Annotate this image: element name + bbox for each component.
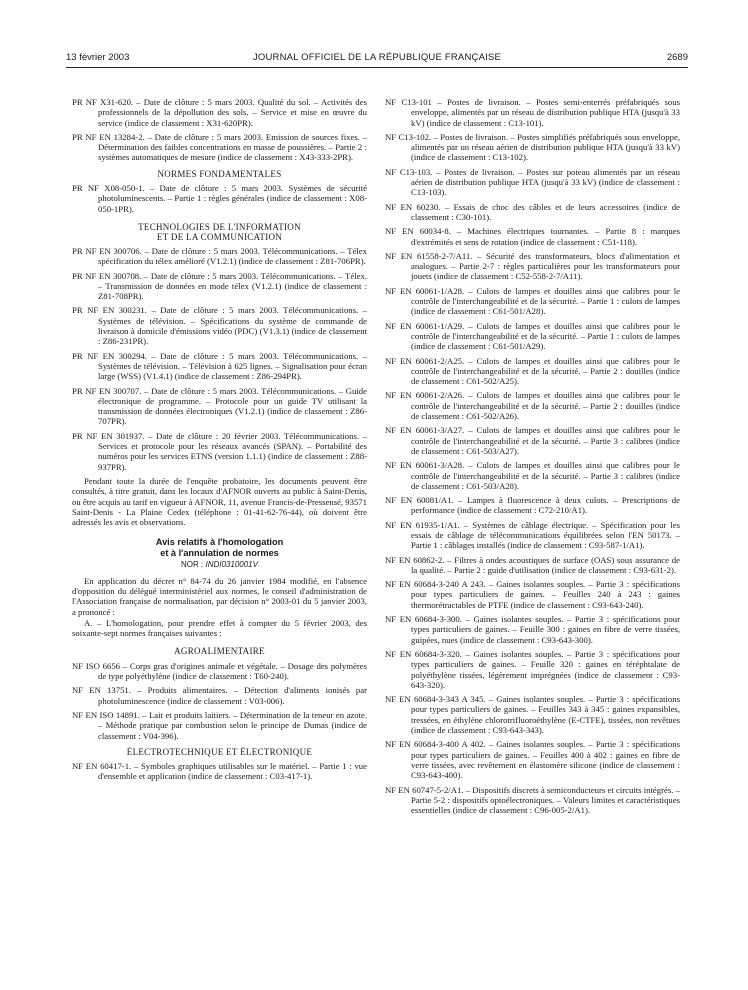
entry-list-normes <box>72 183 367 214</box>
section-heading-tech-line1: TECHNOLOGIES DE L'INFORMATION <box>138 221 301 232</box>
nor-label: NOR : <box>181 560 204 570</box>
norm-code: PR NF EN 300708. <box>72 270 144 281</box>
norm-description: – Systèmes de câblage électrique. – Spécification pour les essais de câblage de télécommunications équilibrées selon l'EN 50173. – Partie 1 : câblages installés (indice de classement : C93-587-1/A1). <box>411 519 680 551</box>
header-date: 13 février 2003 <box>66 52 130 63</box>
norm-description: – Date de clôture : 5 mars 2003. Télécommunications. – Télex. – Transmission de données en mode télex (V1.2.1) (indice de classement : Z81-708PR). <box>98 270 367 302</box>
norm-code: NF EN 60684-3-240 A 243. <box>385 579 489 590</box>
norm-description: – Date de clôture : 5 mars 2003. Télécommunications. – Guide électronique de programme. – Protocole pour un guide TV utilisant la transmission de données électroniques (V1.2.1) (indice de classement : Z86-707PR). <box>98 385 367 427</box>
norm-description: – Corps gras d'origines animale et végétale. – Dosage des polymères de type polyéthylène (indice de classement : T60-240). <box>98 660 368 682</box>
enquete-paragraph: Pendant toute la durée de l'enquête probatoire, les documents peuvent être consultés, à titre gratuit, dans les locaux d'AFNOR ouverts au public à Saint-Denis, ou être acquis au tarif en vigueur à AFNOR, 11, avenue Francis-de-Pressensé, 93571 Saint-Denis - La Plaine Cedex (téléphone : 01-41-62-76-44), où doivent être adressés les avis et observations. <box>72 475 367 528</box>
norm-code: NF EN 60684-3-343 A 345. <box>385 694 489 705</box>
entry-list-tech <box>72 246 367 472</box>
avis-heading-line2: et à l'annulation de normes <box>160 548 279 559</box>
norm-code: PR NF EN 13284-2. <box>72 131 148 142</box>
norm-entry <box>385 321 680 352</box>
norm-description: – Date de clôture : 5 mars 2003. Systèmes de sécurité photoluminescents. – Partie 1 : règles générales (indice de classement : X08-050-1PR). <box>98 183 367 214</box>
norm-code: NF EN 60061-3/A28. <box>385 460 469 471</box>
norm-entry <box>385 251 680 282</box>
entry-list-agro <box>72 661 367 741</box>
norm-code: NF EN 61558-2-7/A11. <box>385 250 478 261</box>
norm-code: PR NF EN 300707. <box>72 385 145 396</box>
norm-description: – Date de clôture : 5 mars 2003. Télécommunications. – Systèmes de télévision. – Spécifications du système de commande de livraison à domicile d'émissions vidéo (PDC) (V1.3.1) (indice de classement : Z86-231PR). <box>98 305 368 347</box>
norm-entry <box>385 425 680 456</box>
norm-entry <box>72 183 367 214</box>
avis-paragraph-a: A. – L'homologation, pour prendre effet à compter du 5 février 2003, des soixante-sept normes françaises suivantes : <box>72 617 367 639</box>
avis-heading <box>72 537 367 559</box>
norm-code: NF EN 60862-2. <box>385 554 448 565</box>
norm-code: NF EN 60061-2/A25. <box>385 355 469 366</box>
norm-description: – Essais de choc des câbles et de leurs accessoires (indice de classement : C30-101). <box>411 201 681 222</box>
norm-entry <box>385 167 680 198</box>
norm-description: – Symboles graphiques utilisables sur le matériel. – Partie 1 : vue d'ensemble et application (indice de classement : C03-417-1). <box>98 761 367 782</box>
norm-entry <box>72 246 367 267</box>
norm-entry <box>385 226 680 247</box>
norm-code: NF EN 60417-1. <box>72 761 134 772</box>
norm-code: NF EN 60684-3-400 A 402. <box>385 739 489 750</box>
norm-code: NF EN 60061-1/A28. <box>385 285 469 296</box>
nor-value: INDI0310001V <box>205 560 258 570</box>
norm-description: – Gaines isolantes souples. – Partie 3 : spécifications pour types particuliers de gaines. – Feuille 300 : gaines en fibre de verre tissées, guipées, nues (indice de classement : C93-643-300). <box>411 614 680 645</box>
norm-code: PR NF EN 300231. <box>72 305 152 316</box>
norm-entry <box>72 431 367 472</box>
norm-entry <box>385 739 680 780</box>
norm-description: – Date de clôture : 20 février 2003. Télécommunications. – Services et protocole pour les réseaux avancés (SPAN). – Portabilité des numéros pour les services ETNS (version 1.1.1) (indice de classement : Z88-937PR). <box>98 430 367 472</box>
norm-entry <box>385 202 680 223</box>
norm-entry <box>385 785 680 816</box>
section-heading-elec: ÉLECTROTECHNIQUE ET ÉLECTRONIQUE <box>126 746 313 757</box>
norm-entry <box>72 661 367 682</box>
norm-code: NF EN 60081/A1. <box>385 495 459 506</box>
norm-description: – Culots de lampes et douilles ainsi que calibres pour le contrôle de l'interchangeabilité et de la sécurité. – Partie 1 : culots de lampes (indice de classement : C61-501/A29). <box>411 320 680 352</box>
norm-description: – Lait et produits laitiers. – Détermination de la teneur en azote. – Méthode pratique par combustion selon le principe de Dumas (indice de classement : V04-396). <box>98 709 367 741</box>
norm-entry <box>385 694 680 735</box>
norm-code: PR NF EN 301937. <box>72 430 149 441</box>
entry-list-right <box>385 97 680 815</box>
left-column <box>72 97 367 786</box>
norm-entry <box>72 685 367 706</box>
norm-entry <box>72 132 367 163</box>
norm-code: NF EN 60061-3/A27. <box>385 425 469 436</box>
right-column <box>385 97 680 819</box>
norm-description: – Culots de lampes et douilles ainsi que calibres pour le contrôle de l'interchangeabilité et de la sécurité. – Partie 2 : douilles (indice de classement : C61-502/A25). <box>411 355 680 387</box>
norm-entry <box>72 761 367 782</box>
norm-description: – Gaines isolantes souples. – Partie 3 : spécifications pour types particuliers de gaines. – Feuilles 343 à 345 : gaines expansibles, tressées, en éthylène chlorotrifluoroéthylène (E-CTFE), tissées, non revêtues (indice de classement : C93-643-343). <box>411 694 680 736</box>
norm-code: NF EN 60061-2/A26. <box>385 390 469 401</box>
norm-entry <box>385 520 680 551</box>
norm-description: – Machines électriques tournantes. – Partie 8 : marques d'extrémités et sens de rotation (indice de classement : C51-118). <box>411 226 680 247</box>
page-header <box>66 52 688 66</box>
header-rule <box>66 67 688 68</box>
norm-code: NF EN 61935-1/A1. <box>385 519 464 530</box>
header-page-number: 2689 <box>666 52 688 63</box>
norm-code: PR NF EN 300294. <box>72 350 152 361</box>
section-heading-tech <box>72 222 367 242</box>
norm-description: – Lampes à fluorescence à deux culots. – Prescriptions de performance (indice de classement : C72-210/A1). <box>411 495 681 516</box>
norm-code: NF EN 60684-3-300. <box>385 614 466 625</box>
norm-entry <box>385 97 680 128</box>
norm-code: NF EN ISO 14891. <box>72 709 143 720</box>
norm-entry <box>385 286 680 317</box>
norm-entry <box>385 495 680 516</box>
entry-list-top <box>72 97 367 163</box>
norm-entry <box>72 351 367 382</box>
norm-code: NF EN 60230. <box>385 201 445 212</box>
norm-entry <box>72 710 367 741</box>
norm-entry <box>72 305 367 346</box>
norm-description: – Culots de lampes et douilles ainsi que calibres pour le contrôle de l'interchangeabilité et de la sécurité. – Partie 3 : calibres (indice de classement : C61-503/A27). <box>411 425 680 456</box>
norm-entry <box>72 97 367 128</box>
norm-code: NF EN 60747-5-2/A1. <box>385 784 466 795</box>
norm-description: – Dispositifs discrets à semiconducteurs et circuits intégrés. – Partie 5-2 : dispositifs optoélectroniques. – Valeurs limites et caractéristiques essentielles (indice de classement : C96-005-2/A1). <box>411 784 680 816</box>
header-journal-title: JOURNAL OFFICIEL DE LA RÉPUBLIQUE FRANÇAISE <box>252 52 502 63</box>
norm-entry <box>385 614 680 645</box>
norm-code: NF EN 60061-1/A29. <box>385 320 469 331</box>
norm-description: – Date de clôture : 5 mars 2003. Emission de sources fixes. – Détermination des faibles concentrations en masse de poussières. – Partie 2 : systèmes automatiques de mesure (indice de classement : X43-333-2PR). <box>98 131 367 163</box>
avis-paragraph: En application du décret n° 84-74 du 26 janvier 1984 modifié, en l'absence d'opposition du délégué interministériel aux normes, le conseil d'administration de l'Association française de normalisation, par décision n° 2003-01 du 5 janvier 2003, a prononcé : <box>72 575 367 617</box>
norm-entry <box>385 649 680 690</box>
norm-description: – Postes de livraison. – Postes sur poteau alimentés par un réseau aérien de distribution publique HTA (jusqu'à 33 kV) (indice de classement : C13-103). <box>411 166 681 198</box>
section-heading-tech-line2: ET DE LA COMMUNICATION <box>156 231 283 242</box>
norm-entry <box>72 271 367 302</box>
norm-description: – Postes de livraison. – Postes simplifiés préfabriqués sous enveloppe, alimentés par un réseau aérien de distribution publique HTA (jusqu'à 33 kV) (indice de classement : C13-102). <box>411 131 680 163</box>
norm-description: – Produits alimentaires. – Détection d'aliments ionisés par photoluminescence (indice de classement : V03-006). <box>98 685 367 706</box>
norm-code: NF C13-101 <box>385 97 438 107</box>
avis-heading-line1: Avis relatifs à l'homologation <box>155 537 284 548</box>
norm-description: – Postes de livraison. – Postes semi-enterrés préfabriqués sous enveloppe, alimentés par un réseau de distribution publique HTA (jusqu'à 33 kV) (indice de classement : C13-101). <box>411 97 680 128</box>
norm-code: NF C13-103. <box>385 166 437 177</box>
norm-code: NF C13-102. <box>385 131 434 142</box>
section-heading-normes: NORMES FONDAMENTALES <box>157 168 282 179</box>
norm-description: – Gaines isolantes souples. – Partie 3 : spécifications pour types particuliers de gaines. – Feuilles 240 à 243 : gaines thermorétractables de PTFE (indice de classement : C93-643-240). <box>411 579 680 610</box>
norm-code: NF EN 13751. <box>72 685 138 696</box>
nor-reference <box>72 560 367 570</box>
norm-code: NF EN 60684-3-320. <box>385 648 466 659</box>
norm-entry <box>385 460 680 491</box>
norm-description: – Date de clôture : 5 mars 2003. Télécommunications. – Systèmes de télévision. – Télévision à 625 lignes. – Signalisation pour écran large (WSS) (V1.4.1) (indice de classement : Z86-294PR). <box>98 350 368 382</box>
norm-entry <box>385 356 680 387</box>
norm-description: – Date de clôture : 5 mars 2003. Qualité du sol. – Activités des professionnels de la dépollution des sols. – Service et mise en œuvre du service (indice de classement : X31-620PR). <box>98 97 367 128</box>
section-heading-agro: AGROALIMENTAIRE <box>174 646 265 657</box>
norm-entry <box>385 579 680 610</box>
norm-description: – Filtres à ondes acoustiques de surface (OAS) sous assurance de la qualité. – Partie 2 : guide d'utilisation (indice de classement : C93-631-2). <box>411 554 680 575</box>
norm-entry <box>385 555 680 576</box>
norm-description: – Culots de lampes et douilles ainsi que calibres pour le contrôle de l'interchangeabilité et de la sécurité. – Partie 2 : douilles (indice de classement : C61-502/A26). <box>411 390 680 422</box>
norm-description: – Date de clôture : 5 mars 2003. Télécommunications. – Télex spécification du télex amélioré (V1.2.1) (indice de classement : Z81-706PR). <box>98 245 368 267</box>
norm-entry <box>385 390 680 421</box>
norm-code: NF ISO 6656 <box>72 660 123 671</box>
norm-code: PR NF X31-620. <box>72 97 137 107</box>
norm-description: – Culots de lampes et douilles ainsi que calibres pour le contrôle de l'interchangeabilité et de la sécurité. – Partie 1 : culots de lampes (indice de classement : C61-501/A28). <box>411 285 680 317</box>
norm-description: – Sécurité des transformateurs, blocs d'alimentation et analogues. – Partie 2-7 : règles particulières pour les transformateurs pour jouets (indice de classement : C52-558-2-7/A11). <box>411 250 680 282</box>
norm-description: – Gaines isolantes souples. – Partie 3 : spécifications pour types particuliers de gaines. – Feuille 320 : gaines en téréphtalate de polyéthylène tissées, légèrement imprégnées (indice de classement : C93-643-320). <box>411 648 680 690</box>
norm-entry <box>385 132 680 163</box>
norm-code: NF EN 60034-8. <box>385 226 457 237</box>
norm-description: – Culots de lampes et douilles ainsi que calibres pour le contrôle de l'interchangeabilité et de la sécurité. – Partie 3 : calibres (indice de classement : C61-503/A28). <box>411 460 680 491</box>
norm-entry <box>72 386 367 427</box>
norm-code: PR NF EN 300706. <box>72 245 145 256</box>
norm-description: – Gaines isolantes souples. – Partie 3 : spécifications pour types particuliers de gaines. – Feuilles 400 à 402 : gaines en fibre de verre tissées, avec revêtement en élastomère silicone (indice de classement : C93-643-400). <box>411 739 680 781</box>
norm-code: PR NF X08-050-1. <box>72 183 150 194</box>
entry-list-elec <box>72 761 367 782</box>
